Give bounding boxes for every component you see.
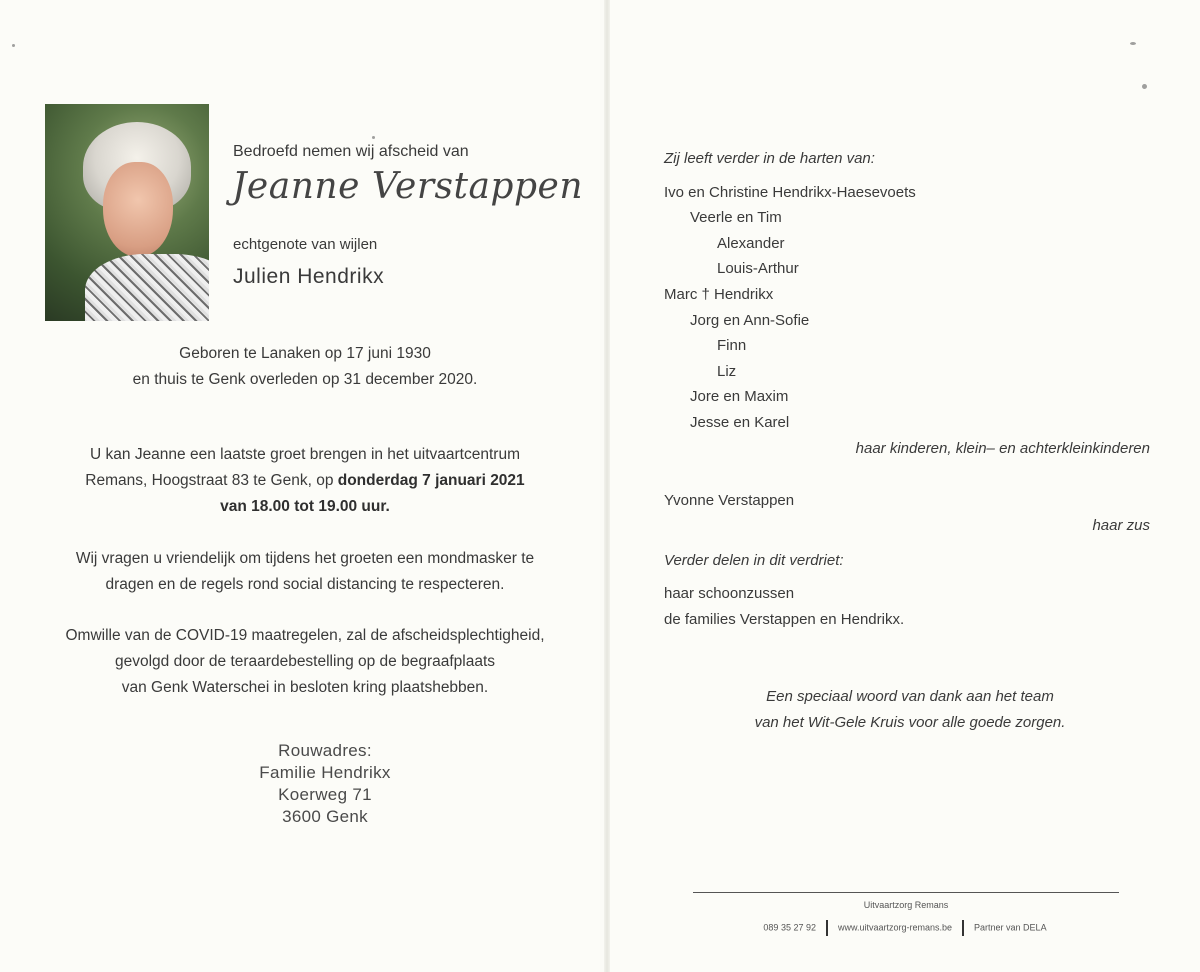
- covid-line-1: Omwille van de COVID-19 maatregelen, zal de afscheidsplechtigheid,: [65, 627, 545, 644]
- mask-line-1: Wij vragen u vriendelijk om tijdens het groeten een mondmasker te: [75, 550, 535, 567]
- spouse-name: Julien Hendrikx: [233, 265, 385, 288]
- share-heading: Verder delen in dit verdriet:: [664, 552, 844, 569]
- footer-phone: 089 35 27 92: [763, 922, 816, 933]
- share-line: haar schoonzussen: [664, 585, 795, 602]
- family-member: Liz: [717, 363, 737, 380]
- thanks-line-2: van het Wit-Gele Kruis voor alle goede zorgen.: [754, 714, 1066, 731]
- thanks-line-1: Een speciaal woord van dank aan het team: [766, 688, 1054, 705]
- family-member: Ivo en Christine Hendrikx-Haesevoets: [664, 184, 916, 201]
- funeral-company: Uitvaartzorg Remans: [863, 900, 949, 910]
- birth-death-block: [40, 341, 570, 393]
- mask-line-2: dragen en de regels rond social distancing te respecteren.: [105, 576, 505, 593]
- family-member: Marc † Hendrikx: [664, 286, 774, 303]
- address-city: 3600 Genk: [282, 807, 368, 826]
- visit-date: donderdag 7 januari 2021: [337, 472, 525, 489]
- family-member: Jesse en Karel: [690, 414, 790, 431]
- footer-divider: [693, 892, 1119, 893]
- death-line: en thuis te Genk overleden op 31 december 2020.: [132, 371, 478, 388]
- family-member: Louis-Arthur: [717, 260, 799, 277]
- visit-line-2: Remans, Hoogstraat 83 te Genk, op donderdag 7 januari 2021: [85, 472, 525, 489]
- sister-name: Yvonne Verstappen: [664, 492, 795, 509]
- covid-line-2: gevolgd door de teraardebestelling op de begraafplaats: [114, 653, 496, 670]
- mask-request-block: [40, 546, 570, 598]
- paper-speck: [1130, 42, 1136, 45]
- footer-separator: [826, 920, 828, 936]
- spouse-label: echtgenote van wijlen: [233, 236, 378, 253]
- family-caption: haar kinderen, klein– en achterkleinkinderen: [855, 440, 1150, 457]
- mourning-address: [25, 740, 625, 828]
- visit-line-1: U kan Jeanne een laatste groet brengen in het uitvaartcentrum: [90, 446, 520, 463]
- family-member: Veerle en Tim: [690, 209, 782, 226]
- survivors-heading: Zij leeft verder in de harten van:: [664, 150, 875, 167]
- visit-line-3: van 18.00 tot 19.00 uur.: [220, 498, 390, 515]
- footer-separator: [962, 920, 964, 936]
- deceased-name: Jeanne Verstappen: [232, 166, 584, 207]
- intro-text: Bedroefd nemen wij afscheid van: [233, 143, 469, 160]
- address-label: Rouwadres:: [278, 741, 372, 760]
- right-page: [610, 0, 1200, 972]
- portrait-photo: [45, 104, 209, 321]
- covid-line-3: van Genk Waterschei in besloten kring plaatshebben.: [121, 679, 489, 696]
- family-member: Jore en Maxim: [690, 388, 789, 405]
- footer-partner: Partner van DELA: [974, 922, 1047, 933]
- address-family: Familie Hendrikx: [259, 763, 391, 782]
- paper-speck: [1142, 84, 1147, 89]
- footer-contact: [700, 920, 1110, 936]
- share-line: de families Verstappen en Hendrikx.: [664, 611, 905, 628]
- thanks-block: [700, 684, 1120, 736]
- family-member: Finn: [717, 337, 747, 354]
- birth-line: Geboren te Lanaken op 17 juni 1930: [179, 345, 431, 362]
- footer-website: www.uitvaartzorg-remans.be: [837, 922, 953, 933]
- family-member: Jorg en Ann-Sofie: [690, 312, 810, 329]
- sister-caption: haar zus: [1092, 517, 1150, 534]
- address-street: Koerweg 71: [278, 785, 372, 804]
- family-member: Alexander: [717, 235, 785, 252]
- paper-speck: [372, 136, 375, 139]
- covid-block: [40, 623, 570, 701]
- paper-speck: [12, 44, 15, 47]
- visitation-block: [40, 442, 570, 520]
